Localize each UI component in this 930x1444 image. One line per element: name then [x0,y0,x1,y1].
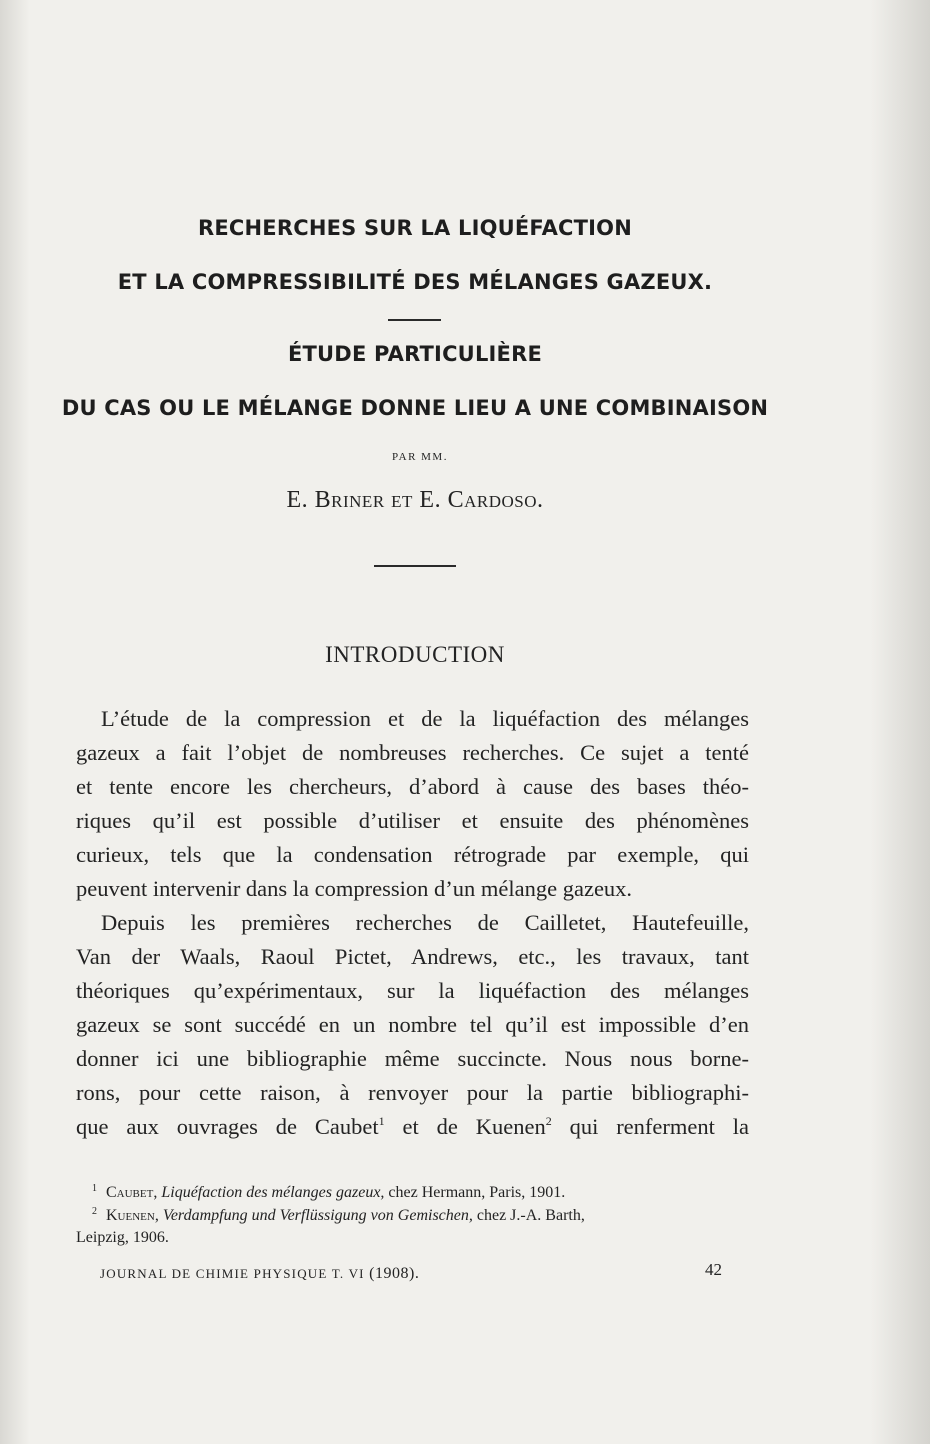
subtitle-line-2: DU CAS OU LE MÉLANGE DONNE LIEU A UNE COMBINAISON [61,396,769,420]
body-line: théoriques qu’expérimentaux, sur la liquéfaction des mélanges [76,978,749,1003]
footnote-2: 2 Kuenen, Verdampfung und Verflüssigung von Gemischen, chez J.-A. Barth, [92,1206,585,1224]
footnote-2-continuation: Leipzig, 1906. [76,1229,169,1246]
footnote-ref: 1 [378,1114,385,1128]
author-rule [374,565,456,567]
body-line: donner ici une bibliographie même succincte. Nous nous borne- [76,1046,749,1071]
footnote-author: Kuenen, [106,1207,159,1224]
section-title: INTRODUCTION [325,642,505,667]
body-line: et tente encore les chercheurs, d’abord à cause des bases théo- [76,774,749,799]
footnote-1: 1 Caubet, Liquéfaction des mélanges gazeux, chez Hermann, Paris, 1901. [92,1183,566,1201]
authors: E. Briner et E. Cardoso. [286,487,544,513]
body-line: gazeux a fait l’objet de nombreuses recherches. Ce sujet a tenté [76,740,749,765]
body-line-last [76,1110,749,1144]
body-text: et de Kuenen [384,1114,546,1139]
body-line: Depuis les premières recherches de Cailletet, Hautefeuille, [101,910,749,935]
body-text: qui renferment la [551,1114,749,1139]
page-shade-right [870,0,930,1444]
footnote-details: chez J.-A. Barth, [476,1207,585,1224]
journal-year: (1908). [369,1265,420,1282]
body-line: Van der Waals, Raoul Pictet, Andrews, etc., les travaux, tant [76,944,749,969]
subtitle-line-1: ÉTUDE PARTICULIÈRE [287,342,542,366]
footnote-details: chez Hermann, Paris, 1901. [388,1184,566,1201]
footnote-title: Liquéfaction des mélanges gazeux, [161,1184,385,1201]
byline-prefix: PAR MM. [392,451,448,463]
title-line-1: RECHERCHES SUR LA LIQUÉFACTION [198,216,632,240]
body-line: L’étude de la compression et de la liquéfaction des mélanges [101,706,749,731]
body-line: peuvent intervenir dans la compression d’un mélange gazeux. [76,876,633,901]
footnote-author: Caubet, [106,1184,158,1201]
body-line: curieux, tels que la condensation rétrograde par exemple, qui [76,842,749,867]
body-line: rons, pour cette raison, à renvoyer pour la partie bibliographi- [76,1080,749,1105]
footnote-title: Verdampfung und Verflüssigung von Gemischen, [162,1207,473,1224]
body-line: riques qu’il est possible d’utiliser et ensuite des phénomènes [76,808,749,833]
footnote-ref: 2 [545,1114,552,1128]
running-footer [100,1265,419,1283]
title-line-2: ET LA COMPRESSIBILITÉ DES MÉLANGES GAZEUX. [117,270,713,294]
body-line: gazeux se sont succédé en un nombre tel qu’il est impossible d’en [76,1012,749,1037]
page-number: 42 [705,1260,722,1279]
body-text: que aux ouvrages de Caubet [76,1114,379,1139]
journal-name: JOURNAL DE CHIMIE PHYSIQUE T. VI [100,1266,365,1281]
title-rule [388,319,441,321]
